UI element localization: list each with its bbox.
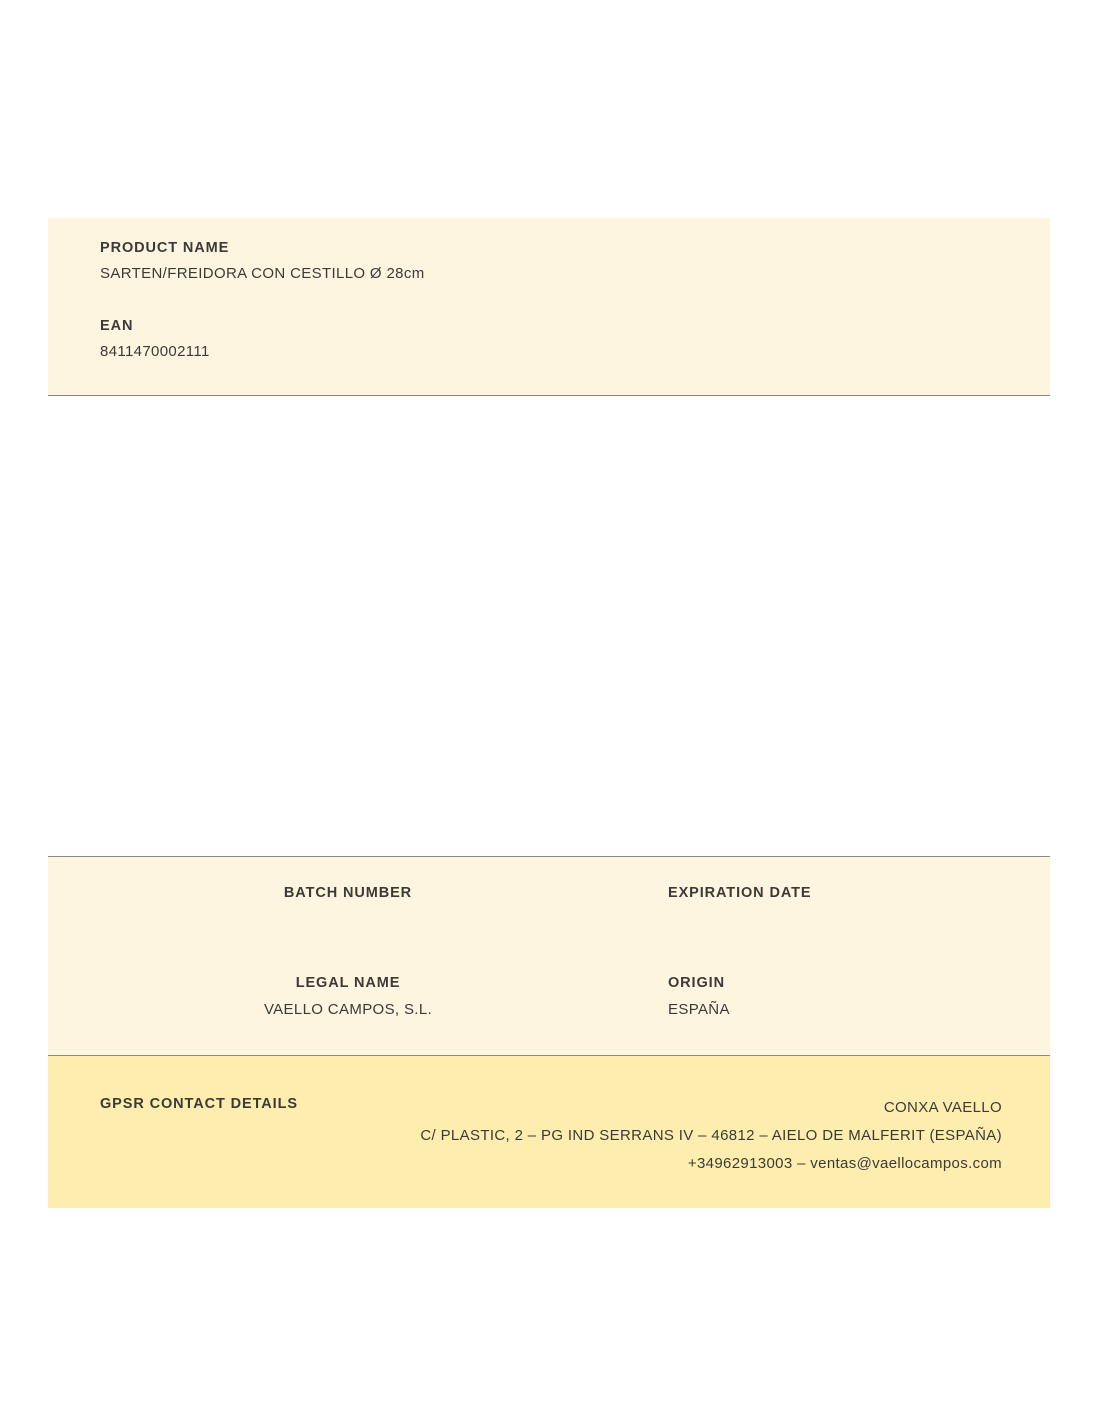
expiration-date-group (668, 885, 1028, 911)
batch-number-label: BATCH NUMBER (283, 885, 413, 901)
origin-label: ORIGIN (668, 975, 725, 991)
gpsr-phone-email: +34962913003 – ventas@vaellocampos.com (687, 1155, 1002, 1172)
ean-value: 8411470002111 (100, 343, 210, 360)
product-name-value: SARTEN/FREIDORA CON CESTILLO Ø 28cm (100, 265, 425, 282)
gpsr-contact-person: CONXA VAELLO (883, 1099, 1002, 1116)
product-name-label: PRODUCT NAME (100, 240, 230, 256)
product-image-area (48, 396, 1050, 856)
gpsr-contact-details (420, 1094, 1002, 1178)
origin-group (668, 975, 1028, 1018)
expiration-date-label: EXPIRATION DATE (668, 885, 812, 901)
gpsr-contact-label: GPSR CONTACT DETAILS (100, 1096, 298, 1112)
gpsr-contact-panel (48, 1056, 1050, 1208)
origin-value: ESPAÑA (668, 1001, 730, 1018)
batch-number-group (48, 885, 648, 911)
ean-label: EAN (100, 318, 134, 334)
legal-name-value: VAELLO CAMPOS, S.L. (263, 1001, 433, 1018)
gpsr-address: C/ PLASTIC, 2 – PG IND SERRANS IV – 46812 – AIELO DE MALFERIT (ESPAÑA) (420, 1127, 1002, 1144)
traceability-panel (48, 856, 1050, 1056)
legal-name-label: LEGAL NAME (295, 975, 401, 991)
product-info-panel (48, 218, 1050, 396)
legal-name-group (48, 975, 648, 1018)
